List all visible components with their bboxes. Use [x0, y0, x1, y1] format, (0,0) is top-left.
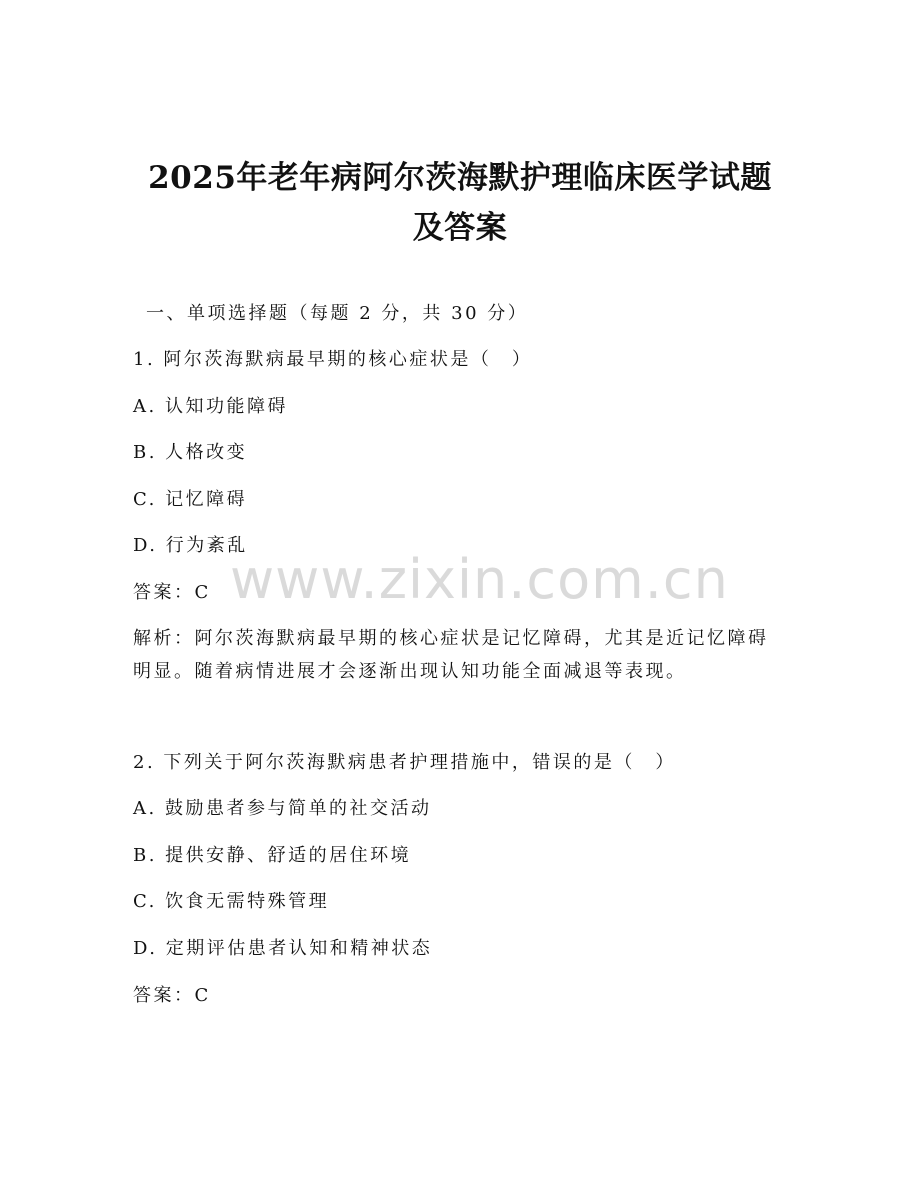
section-heading: 一、单项选择题（每题 2 分，共 30 分） [146, 303, 529, 324]
document-title-line-1: 2025年老年病阿尔茨海默护理临床医学试题 [148, 160, 772, 196]
question-1-option-a: A. 认知功能障碍 [133, 396, 288, 417]
question-1-option-b: B. 人格改变 [133, 442, 248, 463]
question-2-stem: 2. 下列关于阿尔茨海默病患者护理措施中，错误的是（ ） [133, 752, 676, 773]
question-2-option-a: A. 鼓励患者参与简单的社交活动 [133, 798, 432, 819]
question-2-option-c: C. 饮食无需特殊管理 [133, 891, 330, 912]
document-title-line-2: 及答案 [412, 210, 508, 246]
question-1-option-c: C. 记忆障碍 [133, 489, 248, 510]
question-1-explanation: 解析：阿尔茨海默病最早期的核心症状是记忆障碍，尤其是近记忆障碍明显。随着病情进展才会逐渐出现认知功能全面减退等表现。 [133, 628, 769, 682]
question-1-answer: 答案：C [133, 582, 211, 603]
question-1-stem: 1. 阿尔茨海默病最早期的核心症状是（ ） [133, 349, 533, 370]
question-1-option-d: D. 行为紊乱 [133, 535, 248, 556]
watermark: www.zixin.com.cn [230, 548, 729, 611]
question-2-option-b: B. 提供安静、舒适的居住环境 [133, 845, 412, 866]
question-2-option-d: D. 定期评估患者认知和精神状态 [133, 938, 433, 959]
question-2-answer: 答案：C [133, 985, 211, 1006]
